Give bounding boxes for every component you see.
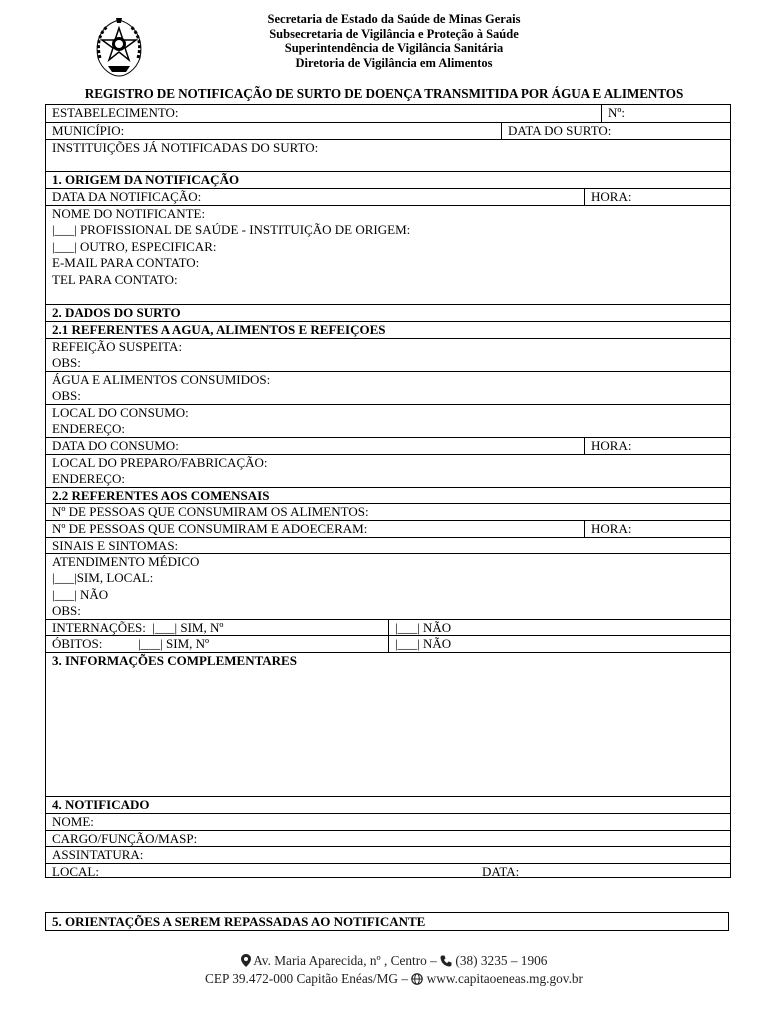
section-4-title: 4. NOTIFICADO (52, 797, 150, 812)
header-line-3: Superintendência de Vigilância Sanitária (284, 41, 504, 55)
consumiram-field[interactable]: Nº DE PESSOAS QUE CONSUMIRAM OS ALIMENTOS: (52, 504, 369, 519)
tel-field[interactable]: TEL PARA CONTATO: (52, 271, 178, 287)
atendimento-sim-checkbox[interactable]: |___|SIM, LOCAL: (52, 570, 154, 586)
notification-form (45, 104, 731, 878)
hora-adoeceram-field[interactable] (584, 521, 730, 537)
refeicao-obs-field[interactable]: OBS: (52, 355, 81, 371)
adoeceram-field[interactable]: Nº DE PESSOAS QUE CONSUMIRAM E ADOECERAM: (52, 521, 368, 536)
endereco-preparo-field[interactable]: ENDEREÇO: (52, 471, 125, 487)
sinais-sintomas-field[interactable]: SINAIS E SINTOMAS: (52, 538, 179, 553)
numero-field[interactable] (601, 105, 730, 122)
profissional-saude-checkbox[interactable]: |___| PROFISSIONAL DE SAÚDE - INSTITUIÇÃO DE ORIGEM: (52, 222, 411, 238)
section-3-title: 3. INFORMAÇÕES COMPLEMENTARES (52, 653, 297, 668)
local-consumo-field[interactable]: LOCAL DO CONSUMO: (52, 405, 189, 420)
section-3[interactable] (46, 652, 730, 796)
document-header (0, 12, 768, 70)
row-obitos (46, 635, 730, 652)
header-line-1: Secretaria de Estado da Saúde de Minas Gerais (267, 12, 521, 26)
section-2-2-header (46, 487, 730, 503)
row-internacoes (46, 619, 730, 635)
section-2-1-title: 2.1 REFERENTES A AGUA, ALIMENTOS E REFEIÇOES (52, 322, 386, 337)
phone-icon (440, 955, 452, 967)
section-5-title: 5. ORIENTAÇÕES A SEREM REPASSADAS AO NOTIFICANTE (45, 912, 729, 931)
footer-phone: (38) 3235 – 1906 (455, 953, 548, 968)
form-title: REGISTRO DE NOTIFICAÇÃO DE SURTO DE DOENÇA TRANSMITIDA POR ÁGUA E ALIMENTOS (84, 86, 684, 101)
row-refeicao (46, 338, 730, 371)
hora-label: HORA: (591, 521, 632, 536)
internacoes-nao-checkbox[interactable] (388, 620, 730, 635)
hora-label: HORA: (591, 189, 632, 204)
section-4-header (46, 796, 730, 813)
row-local-consumo (46, 404, 730, 437)
hora-consumo-field[interactable] (584, 438, 730, 454)
row-data-notificacao (46, 188, 730, 205)
assinatura-field[interactable]: ASSINTATURA: (52, 847, 144, 862)
row-atendimento (46, 553, 730, 619)
endereco-consumo-field[interactable]: ENDEREÇO: (52, 421, 125, 437)
estabelecimento-field[interactable]: ESTABELECIMENTO: (52, 105, 179, 120)
globe-icon (411, 973, 423, 985)
hora-label: HORA: (591, 438, 632, 453)
row-nome (46, 813, 730, 830)
data-consumo-field[interactable]: DATA DO CONSUMO: (52, 438, 179, 453)
section-2-1-header (46, 321, 730, 338)
agua-obs-field[interactable]: OBS: (52, 388, 81, 404)
local-preparo-field[interactable]: LOCAL DO PREPARO/FABRICAÇÃO: (52, 455, 268, 470)
refeicao-suspeita-field[interactable]: REFEIÇÃO SUSPEITA: (52, 339, 183, 354)
notificado-nome-field[interactable]: NOME: (52, 814, 94, 829)
row-adoeceram (46, 520, 730, 537)
location-pin-icon (241, 954, 251, 967)
header-line-2: Subsecretaria de Vigilância e Proteção à Saúde (269, 26, 519, 41)
municipio-field[interactable]: MUNICÍPIO: (52, 123, 125, 138)
section-1-title: 1. ORIGEM DA NOTIFICAÇÃO (52, 172, 240, 187)
local-field[interactable]: LOCAL: (52, 864, 99, 879)
section-2-2-title: 2.2 REFERENTES AOS COMENSAIS (52, 488, 270, 503)
data-surto-field[interactable] (501, 123, 730, 139)
nao-label: |___| NÃO (395, 636, 452, 651)
row-notificante (46, 205, 730, 304)
row-consumiram (46, 503, 730, 520)
row-local-preparo (46, 454, 730, 487)
row-agua (46, 371, 730, 404)
row-estabelecimento (46, 105, 730, 122)
row-municipio (46, 122, 730, 139)
obitos-nao-checkbox[interactable] (388, 636, 730, 652)
outro-checkbox[interactable]: |___| OUTRO, ESPECIFICAR: (52, 238, 217, 254)
agua-alimentos-field[interactable]: ÁGUA E ALIMENTOS CONSUMIDOS: (52, 372, 271, 387)
atendimento-obs-field[interactable]: OBS: (52, 603, 81, 619)
hora-notificacao-field[interactable] (584, 189, 730, 205)
header-line-4: Diretoria de Vigilância em Alimentos (295, 55, 493, 70)
footer-website[interactable]: www.capitaoeneas.mg.gov.br (426, 971, 583, 986)
section-2-title: 2. DADOS DO SURTO (52, 305, 181, 320)
row-local-data (46, 863, 730, 879)
instituicoes-field[interactable]: INSTITUIÇÕES JÁ NOTIFICADAS DO SURTO: (52, 140, 319, 155)
email-field[interactable]: E-MAIL PARA CONTATO: (52, 255, 200, 271)
section-2-header (46, 304, 730, 321)
section-1-header (46, 171, 730, 188)
nao-label: |___| NÃO (395, 620, 452, 635)
atendimento-medico-label: ATENDIMENTO MÉDICO (52, 554, 200, 569)
obitos-sim-checkbox[interactable]: ÓBITOS: |___| SIM, Nº (52, 636, 210, 651)
footer-cep: CEP 39.472-000 Capitão Enéas/MG – (205, 971, 409, 986)
atendimento-nao-checkbox[interactable]: |___| NÃO (52, 586, 109, 602)
internacoes-sim-checkbox[interactable]: INTERNAÇÕES: |___| SIM, Nº (52, 620, 224, 635)
footer-address: Av. Maria Aparecida, nº , Centro – (253, 953, 437, 968)
nome-notificante-field[interactable]: NOME DO NOTIFICANTE: (52, 206, 206, 221)
row-instituicoes (46, 139, 730, 171)
cargo-field[interactable]: CARGO/FUNÇÃO/MASP: (52, 831, 198, 846)
row-data-consumo (46, 437, 730, 454)
row-assinatura (46, 846, 730, 863)
page-footer (0, 952, 768, 988)
data-notificacao-field[interactable]: DATA DA NOTIFICAÇÃO: (52, 189, 202, 204)
data-surto-label: DATA DO SURTO: (508, 123, 612, 138)
numero-label: Nº: (608, 105, 626, 120)
data-field[interactable]: DATA: (482, 864, 520, 879)
row-cargo (46, 830, 730, 846)
row-sinais (46, 537, 730, 553)
